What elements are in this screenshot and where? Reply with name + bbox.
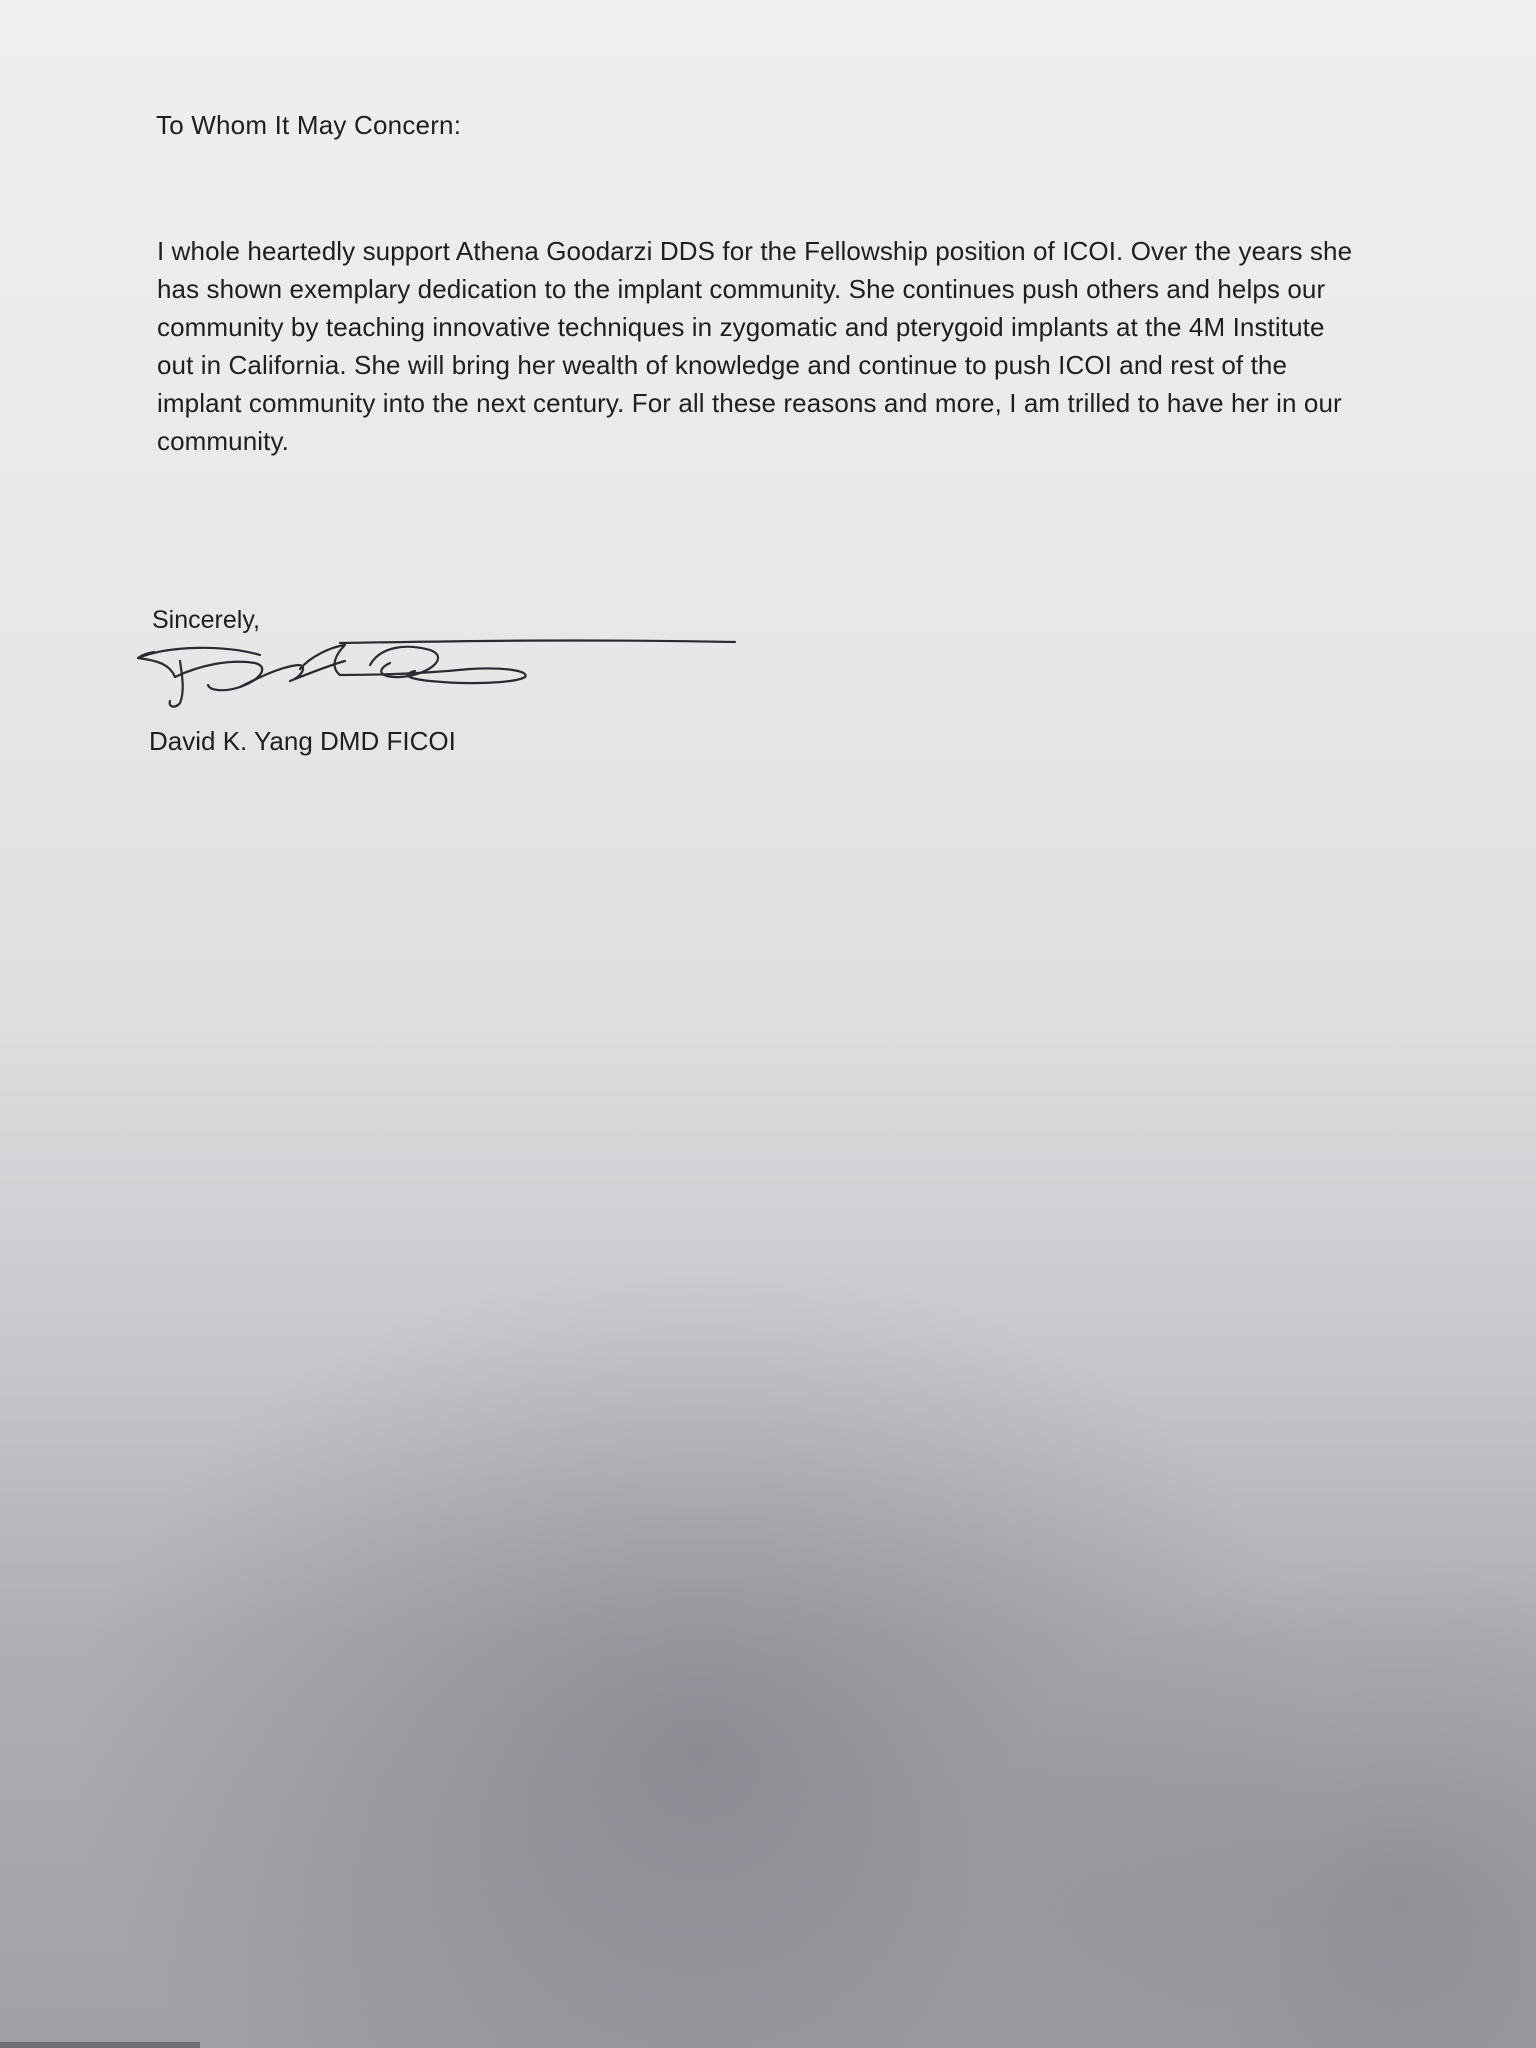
salutation: To Whom It May Concern: [156,110,462,140]
signer-name: David K. Yang DMD FICOI [149,726,456,756]
letter-body [157,232,1417,460]
closing: Sincerely, [152,606,260,634]
body-line: out in California. She will bring her wealth of knowledge and continue to push ICOI and rest of the [157,350,1288,380]
handwritten-signature [130,625,750,720]
body-line: I whole heartedly support Athena Goodarzi DDS for the Fellowship position of ICOI. Over the years she [157,236,1353,266]
body-line: implant community into the next century. For all these reasons and more, I am trilled to have her in our [157,388,1342,418]
body-line: community by teaching innovative techniques in zygomatic and pterygoid implants at the 4M Institute [157,312,1325,342]
body-line: has shown exemplary dedication to the implant community. She continues push others and helps our [157,274,1326,304]
page-edge-shadow [0,2042,200,2048]
body-line: community. [157,426,289,456]
